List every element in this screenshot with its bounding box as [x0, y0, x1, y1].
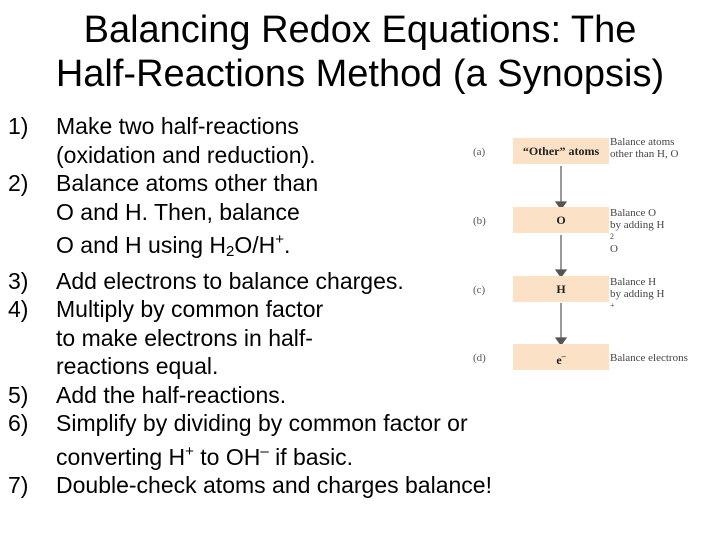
step-text-line: reactions equal. [56, 353, 219, 379]
step-text-line: Simplify by dividing by common factor or [56, 410, 468, 436]
row-note [610, 136, 678, 160]
step-text: to OH [193, 443, 261, 470]
step-text-line: Balance atoms other than [56, 170, 319, 196]
step-text-line: Multiply by common factor [56, 296, 324, 322]
superscript: – [260, 442, 269, 460]
row-note [610, 276, 664, 312]
step-box-electrons [513, 344, 609, 370]
slide-title-line-1: Balancing Redox Equations: The [83, 9, 637, 51]
row-note [610, 207, 664, 255]
step-number: 7) [8, 472, 29, 498]
row-note-text: by adding H [610, 288, 665, 300]
slide-title-line-2: Half-Reactions Method (a Synopsis) [55, 53, 665, 95]
step-number: 5) [8, 381, 29, 408]
step-text: . [284, 232, 291, 258]
step-text-line: O and H. Then, balance [56, 198, 300, 225]
subscript: 2 [226, 243, 235, 260]
row-letter: (c) [473, 284, 486, 296]
step-box-hydrogen: H [513, 276, 609, 302]
row-note [610, 352, 688, 364]
step-text-line [56, 438, 596, 472]
subscript: 2 [610, 232, 614, 241]
superscript: – [561, 352, 566, 361]
row-note-line: Balance atoms [610, 136, 675, 148]
row-note-line: Balance electrons [610, 352, 688, 364]
half-reaction-flow-diagram [465, 126, 715, 381]
row-letter: (b) [473, 215, 486, 227]
box-text: e [556, 353, 562, 367]
step-text: O and H using H [56, 232, 227, 258]
step-number: 2) [8, 170, 29, 196]
row-note-line: Balance H [610, 276, 657, 288]
superscript: + [185, 442, 194, 460]
step-number: 3) [8, 267, 29, 294]
step-text: if basic. [268, 443, 354, 470]
step-text-line: Add the half-reactions. [56, 381, 287, 408]
superscript: + [275, 231, 285, 248]
flow-arrows [465, 126, 715, 381]
row-letter: (a) [473, 146, 486, 158]
step-number: 4) [8, 296, 29, 322]
step-text-line: (oxidation and reduction). [56, 141, 316, 168]
step-number: 1) [8, 113, 29, 139]
step-box-other-atoms: “Other” atoms [513, 138, 609, 164]
step-text: converting H [56, 443, 186, 470]
row-note-line: other than H, O [610, 148, 679, 160]
step-number: 6) [8, 410, 29, 436]
row-letter: (d) [473, 352, 486, 364]
step-item [8, 381, 608, 410]
row-note-line: Balance O [610, 207, 657, 219]
slide-title [0, 8, 720, 96]
step-text-line: Make two half-reactions [56, 113, 299, 139]
step-text-line: to make electrons in half- [56, 324, 313, 351]
superscript: + [610, 301, 615, 310]
row-note-text: O [610, 243, 618, 255]
step-box-oxygen: O [513, 207, 609, 233]
step-text: O/H [234, 232, 276, 258]
step-item [8, 409, 596, 471]
step-item [8, 471, 596, 500]
row-note-line [610, 219, 664, 255]
row-note-text: by adding H [610, 219, 665, 231]
step-text-line: Double-check atoms and charges balance! [56, 472, 492, 498]
step-text-line: Add electrons to balance charges. [56, 267, 404, 294]
row-note-line [610, 288, 664, 312]
